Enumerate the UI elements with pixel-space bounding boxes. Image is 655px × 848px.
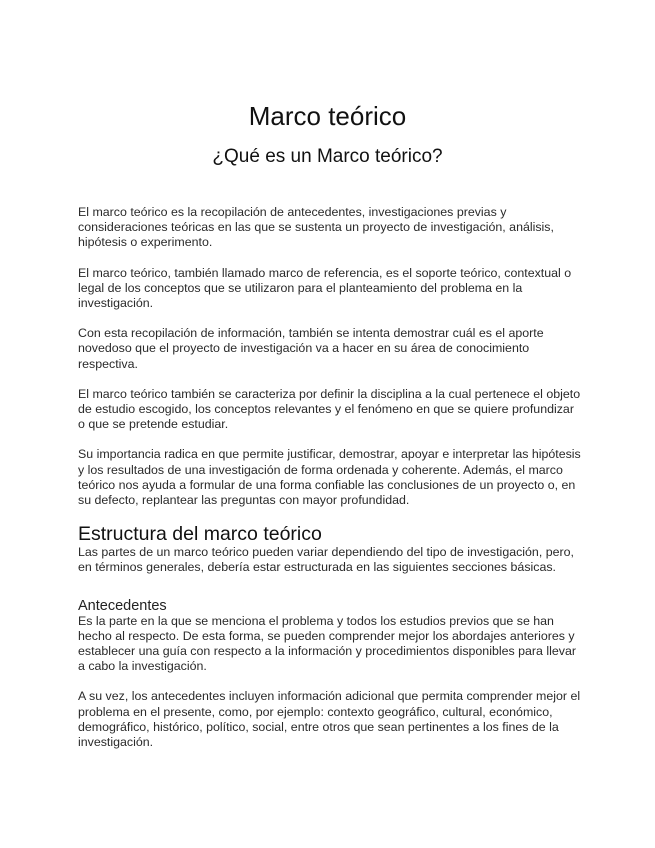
- section-heading: Estructura del marco teórico: [78, 523, 322, 546]
- subsection-heading: Antecedentes: [78, 597, 167, 614]
- intro-paragraph-3: Con esta recopilación de información, también se intenta demostrar cuál es el aporte novedoso que el proyecto de investigación va a hacer en su área de conocimiento respectiva.: [78, 326, 544, 371]
- intro-paragraph-5: Su importancia radica en que permite justificar, demostrar, apoyar e interpretar las hipótesis y los resultados de una investigación de forma ordenada y coherente. Además, el marco teórico nos ayuda a formular de una forma confiable las conclusiones de un proyecto o, en su defecto, replantear las preguntas con mayor profundidad.: [78, 447, 581, 508]
- section-intro-paragraph: Las partes de un marco teórico pueden variar dependiendo del tipo de investigación, pero, en términos generales, debería estar estructurada en las siguientes secciones básicas.: [78, 545, 574, 575]
- page-title: Marco teórico: [248, 101, 407, 131]
- subsection-paragraph-1: Es la parte en la que se menciona el problema y todos los estudios previos que se han hecho al respecto. De esta forma, se pueden comprender mejor los abordajes anteriores y establecer una guía con respecto a la información y procedimientos disponibles para llevar a cabo la investigación.: [78, 613, 576, 674]
- intro-paragraph-2: El marco teórico, también llamado marco de referencia, es el soporte teórico, contextual o legal de los conceptos que se utilizaron para el planteamiento del problema en la investigación.: [78, 265, 572, 311]
- document-body: [78, 205, 582, 765]
- page-subtitle: ¿Qué es un Marco teórico?: [212, 146, 443, 167]
- intro-paragraph-1: El marco teórico es la recopilación de antecedentes, investigaciones previas y consideraciones teóricas en las que se sustenta un proyecto de investigación, análisis, hipótesis o experimento.: [78, 205, 554, 250]
- intro-paragraph-4: El marco teórico también se caracteriza por definir la disciplina a la cual pertenece el objeto de estudio escogido, los conceptos relevantes y el fenómeno en que se quiere profundizar o que se pretende estudiar.: [78, 386, 581, 432]
- subsection-paragraph-2: A su vez, los antecedentes incluyen información adicional que permita comprender mejor el problema en el presente, como, por ejemplo: contexto geográfico, cultural, económico, demográfico, histórico, político, social, entre otros que sean pertinentes a los fines de la investigación.: [78, 689, 581, 750]
